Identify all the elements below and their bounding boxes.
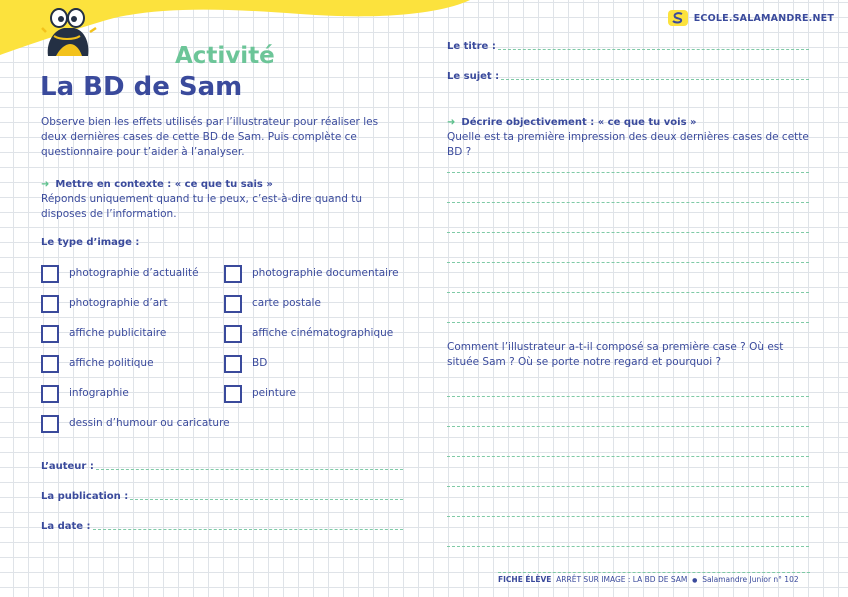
footer [498, 572, 810, 584]
page-title: La BD de Sam [40, 72, 243, 102]
intro-text: Observe bien les effets utilisés par l’illustrateur pour réaliser les deux dernières cases de cette BD de Sam. Puis complète ce questionnaire pour t’aider à l’analyser. [41, 116, 379, 158]
answer-line[interactable] [447, 426, 809, 427]
answer-line[interactable] [447, 456, 809, 457]
subject-line[interactable] [501, 79, 809, 80]
checkbox-label: BD [252, 357, 268, 369]
checkbox-affiche-publicitaire[interactable] [41, 325, 59, 343]
footer-issue: Salamandre Junior n° 102 [702, 575, 799, 584]
publication-label: La publication : [41, 491, 129, 502]
answer-line[interactable] [447, 486, 809, 487]
date-line[interactable] [93, 529, 403, 530]
describe-heading-text: Décrire objectivement : « ce que tu vois » [461, 117, 697, 128]
checkbox-dessin-humour[interactable] [41, 415, 59, 433]
publication-field[interactable] [41, 491, 403, 502]
publication-line[interactable] [130, 499, 403, 500]
date-label: La date : [41, 521, 91, 532]
checkbox-photographie-documentaire[interactable] [224, 265, 242, 283]
title-field[interactable] [447, 41, 809, 52]
checkbox-label: affiche politique [69, 357, 154, 369]
answer-line[interactable] [447, 202, 809, 203]
author-field[interactable] [41, 461, 403, 472]
checkbox-peinture[interactable] [224, 385, 242, 403]
answer-line[interactable] [447, 262, 809, 263]
title-line[interactable] [498, 49, 809, 50]
context-text: Réponds uniquement quand tu le peux, c’est-à-dire quand tu disposes de l’information. [41, 193, 363, 220]
describe-heading [447, 117, 696, 128]
answer-line[interactable] [447, 232, 809, 233]
answer-line[interactable] [447, 292, 809, 293]
answer-line[interactable] [447, 546, 809, 547]
footer-text: ARRÊT SUR IMAGE : LA BD DE SAM [556, 575, 688, 584]
subject-field[interactable] [447, 71, 809, 82]
checkbox-label: photographie d’art [69, 297, 168, 309]
checkbox-label: dessin d’humour ou caricature [69, 417, 230, 429]
arrow-right-icon: ➜ [447, 117, 456, 128]
salamandre-logo[interactable] [668, 10, 834, 26]
answer-line[interactable] [447, 396, 809, 397]
subject-label: Le sujet : [447, 71, 500, 82]
title-label: Le titre : [447, 41, 496, 52]
checkbox-affiche-politique[interactable] [41, 355, 59, 373]
checkbox-photographie-actualite[interactable] [41, 265, 59, 283]
context-heading [41, 179, 273, 190]
checkbox-label: peinture [252, 387, 297, 399]
logo-text: ECOLE.SALAMANDRE.NET [693, 12, 834, 24]
checkbox-label: affiche publicitaire [69, 327, 167, 339]
answer-line[interactable] [447, 322, 809, 323]
checkbox-label: photographie d’actualité [69, 267, 199, 279]
image-type-label: Le type d’image : [41, 237, 140, 248]
question-2: Comment l’illustrateur a-t-il composé sa première case ? Où est située Sam ? Où se porte notre regard et pourquoi ? [447, 341, 784, 368]
checkbox-bd[interactable] [224, 355, 242, 373]
author-line[interactable] [96, 469, 403, 470]
checkbox-photographie-art[interactable] [41, 295, 59, 313]
question-1: Quelle est ta première impression des deux dernières cases de cette BD ? [447, 131, 809, 158]
checkbox-infographie[interactable] [41, 385, 59, 403]
arrow-right-icon: ➜ [41, 179, 50, 190]
footer-bullet: ● [692, 577, 698, 584]
checkbox-affiche-cinematographique[interactable] [224, 325, 242, 343]
footer-label: FICHE ÉLÈVE [498, 575, 552, 584]
checkbox-label: carte postale [252, 297, 321, 309]
checkbox-label: infographie [69, 387, 129, 399]
salamander-mascot-icon [40, 6, 100, 58]
activity-label: Activité [175, 43, 275, 69]
context-heading-text: Mettre en contexte : « ce que tu sais » [55, 179, 273, 190]
checkbox-label: photographie documentaire [252, 267, 399, 279]
checkbox-carte-postale[interactable] [224, 295, 242, 313]
date-field[interactable] [41, 521, 403, 532]
checkbox-label: affiche cinématographique [252, 327, 394, 339]
answer-line[interactable] [447, 516, 809, 517]
salamandre-s-icon [668, 10, 688, 26]
author-label: L’auteur : [41, 461, 94, 472]
answer-line[interactable] [447, 172, 809, 173]
